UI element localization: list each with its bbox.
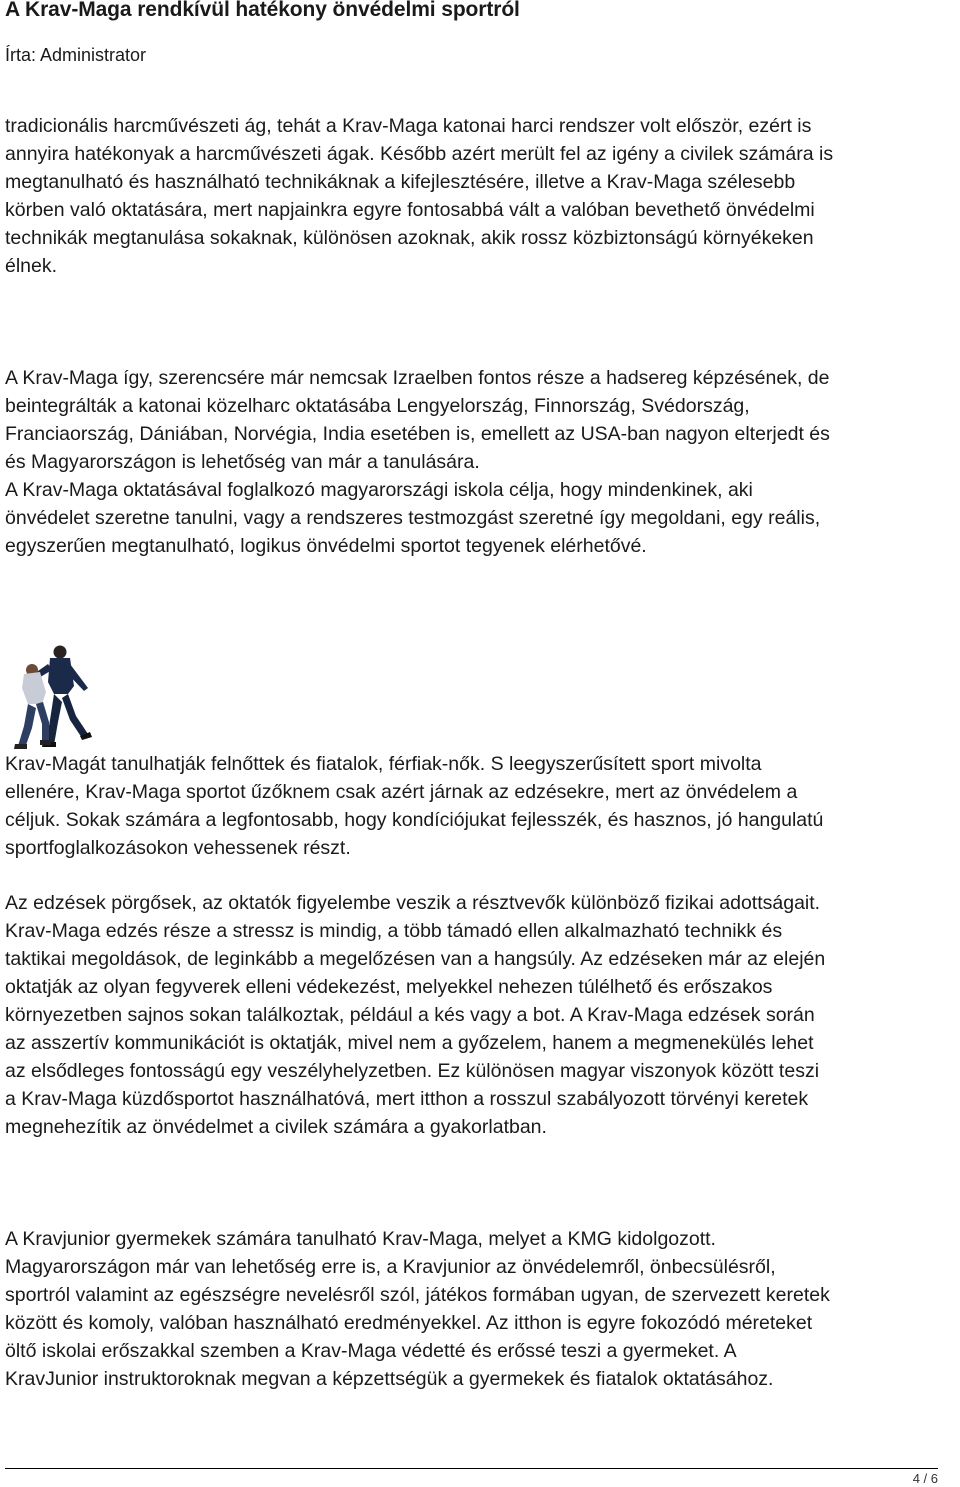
paragraph-intro: tradicionális harcművészeti ág, tehát a Krav-Maga katonai harci rendszer volt először, ezért is annyira hatékonyak a harcművészeti ágak. Később azért merült fel az igény a civilek számára is megtanulható és használható technikáknak a kifejlesztésére, illetve a Krav-Maga szélesebb körben való oktatására, mert napjainkra egyre fontosabbá vált a valóban bevethető önvédelmi technikák megtanulása sokaknak, különösen azoknak, akik rossz közbiztonságú környékeken élnek. [5,115,834,277]
paragraph-kravjunior: A Kravjunior gyermekek számára tanulható Krav-Maga, melyet a KMG kidolgozott. Magyarországon már van lehetőség erre is, a Kravjunior az önvédelemről, önbecsülésről, sportról valamint az egészségre nevelésről szól, játékos formában ugyan, de szervezett keretek között és komoly, valóban használható eredményekkel. Az itthon is egyre fokozódó méreteket öltő iskolai erőszakkal szemben a Krav-Maga védetté és erőssé teszi a gyermeket. A KravJunior instruktoroknak megvan a képzettségük a gyermekek és fiatalok oktatásához. [5,1228,830,1390]
krav-maga-photo [10,642,94,750]
author-line: Írta: Administrator [5,45,147,65]
fighter-figure-light [14,664,51,749]
footer-divider [5,1468,938,1469]
paragraph-audience: Krav-Magát tanulhatják felnőttek és fiatalok, férfiak-nők. S leegyszerűsített sport mivolta ellenére, Krav-Maga sportot űzőknem csak azért járnak az edzésekre, mert az önvédelem a céljuk. Sokak számára a legfontosabb, hogy kondíciójukat fejlesszék, és hasznos, jó hangulatú sportfoglalkozásokon vehessenek részt. [5,753,824,859]
page-title: A Krav-Maga rendkívül hatékony önvédelmi sportról [5,0,520,21]
paragraph-training: Az edzések pörgősek, az oktatók figyelembe veszik a résztvevők különböző fizikai adottságait. Krav-Maga edzés része a stressz is mindig, a több támadó ellen alkalmazható technikk és taktikai megoldások, de leginkább a megelőzésen van a hangsúly. Az edzéseken már az elején oktatják az olyan fegyverek elleni védekezést, melyekkel nehezen túlélhető és erőszakos környezetben sajnos sokan találkoztak, például a kés vagy a bot. A Krav-Maga edzések során az asszertív kommunikációt is oktatják, mivel nem a győzelem, hanem a megmenekülés lehet az elsődleges fontosságú egy veszélyhelyzetben. Ez különösen magyar viszonyok között teszi a Krav-Maga küzdősportot használhatóvá, mert itthon a rosszul szabályozott törvényi keretek megnehezítik az önvédelmet a civilek számára a gyakorlatban. [5,892,826,1138]
paragraph-international: A Krav-Maga így, szerencsére már nemcsak Izraelben fontos része a hadsereg képzésének, de beintegrálták a katonai közelharc oktatásába Lengyelország, Finnország, Svédország, Franciaország, Dániában, Norvégia, India esetében is, emellett az USA-ban nagyon elterjedt és és Magyarországon is lehetőség van már a tanulására. A Krav-Maga oktatásával foglalkozó magyarországi iskola célja, hogy mindenkinek, aki önvédelet szeretne tanulni, vagy a rendszeres testmozgást szeretné így megoldani, egy reális, egyszerűen megtanulható, logikus önvédelmi sportot tegyenek elérhetővé. [5,367,830,557]
page-number: 4 / 6 [912,1471,938,1486]
